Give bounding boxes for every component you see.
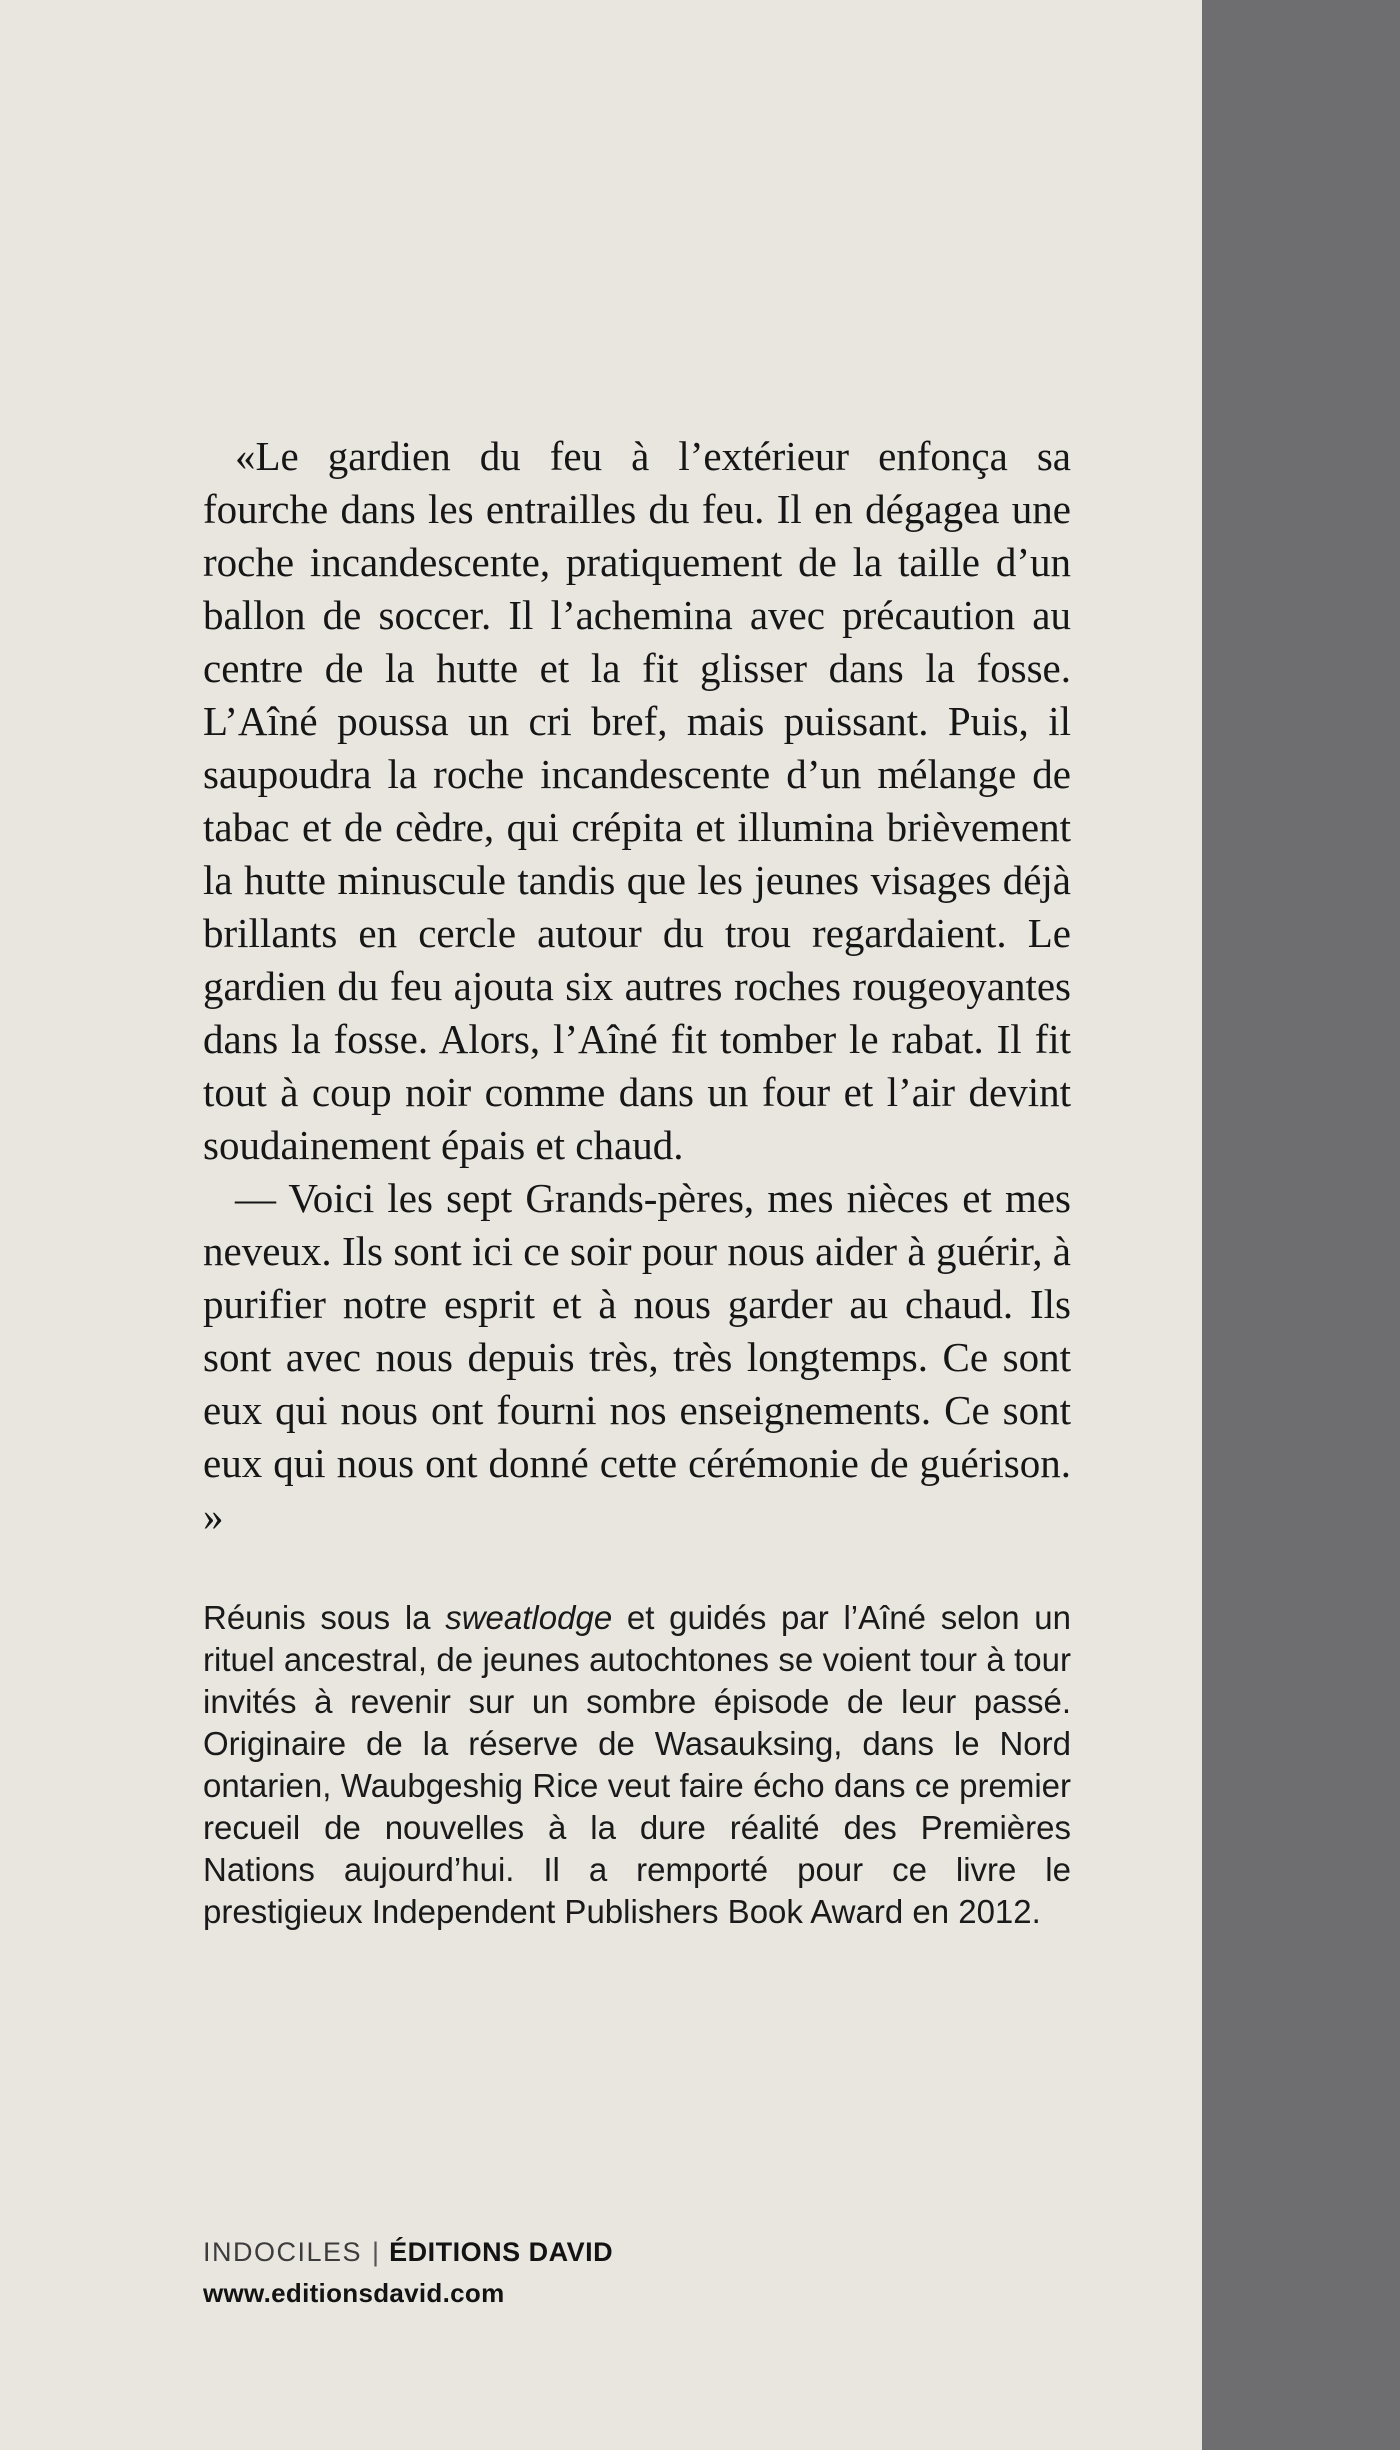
blurb-block (203, 1597, 1071, 1933)
website-url: www.editionsdavid.com (203, 2278, 505, 2308)
imprint-separator: | (372, 2237, 380, 2267)
cover-text-area (203, 430, 1071, 1933)
collection-name: INDOCILES (203, 2237, 363, 2267)
blurb-paragraph (203, 1597, 1071, 1933)
spine-band (1202, 0, 1400, 2450)
quote-paragraph: — Voici les sept Grands-pères, mes nièces et mes neveux. Ils sont ici ce soir pour nous aider à guérir, à purifier notre esprit et à nous garder au chaud. Ils sont avec nous depuis très, très longtemps. Ce sont eux qui nous ont fourni nos enseignements. Ce sont eux qui nous ont donné cette cérémonie de guérison. » (203, 1175, 1071, 1539)
publisher-name: ÉDITIONS DAVID (389, 2237, 614, 2267)
blurb-italic-term: sweatlodge (445, 1599, 613, 1636)
imprint (203, 2234, 613, 2310)
quote-paragraph: «Le gardien du feu à l’extérieur enfonça sa fourche dans les entrailles du feu. Il en dégagea une roche incandescente, pratiquement de la taille d’un ballon de soccer. Il l’achemina avec précaution au centre de la hutte et la fit glisser dans la fosse. L’Aîné poussa un cri bref, mais puissant. Puis, il saupoudra la roche incandescente d’un mélange de tabac et de cèdre, qui crépita et illumina brièvement la hutte minuscule tandis que les jeunes visages déjà brillants en cercle autour du trou regardaient. Le gardien du feu ajouta six autres roches rougeoyantes dans la fosse. Alors, l’Aîné fit tomber le rabat. Il fit tout à coup noir comme dans un four et l’air devint soudainement épais et chaud. (203, 433, 1071, 1168)
excerpt-quote-block (203, 430, 1071, 1543)
imprint-line (203, 2234, 613, 2270)
blurb-text: et guidés par l’Aîné selon un rituel ancestral, de jeunes autochtones se voient tour à tour invités à revenir sur un sombre épisode de leur passé. Originaire de la réserve de Wasauksing, dans le Nord ontarien, Waubgeshig Rice veut faire écho dans ce premier recueil de nouvelles à la dure réalité des Premières Nations aujourd’hui. Il a remporté pour ce livre le prestigieux Independent Publishers Book Award en 2012. (203, 1599, 1071, 1930)
blurb-text: Réunis sous la (203, 1599, 446, 1636)
